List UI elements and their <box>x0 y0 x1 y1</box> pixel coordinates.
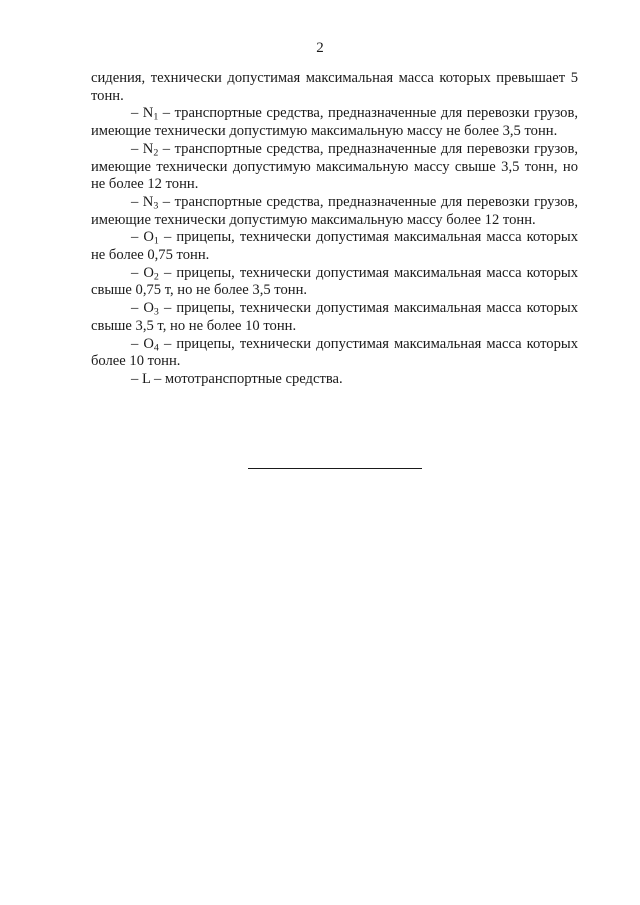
paragraph-text: – прицепы, технически допустимая максимальная масса которых свыше 3,5 т, но не более 10 тонн. <box>91 300 578 334</box>
category-prefix: – O <box>131 335 154 352</box>
paragraph-text: – L – мототранспортные средства. <box>131 370 343 387</box>
body-text <box>91 70 578 389</box>
paragraph-text: – транспортные средства, предназначенные для перевозки грузов, имеющие технически допустимую максимальную массу более 12 тонн. <box>91 193 578 228</box>
paragraph-category-o4 <box>91 336 578 371</box>
paragraph-category-n1 <box>91 105 578 140</box>
category-prefix: – O <box>131 229 154 246</box>
paragraph-text: – прицепы, технически допустимая максимальная масса которых более 10 тонн. <box>91 335 578 370</box>
page-number: 2 <box>316 40 324 56</box>
paragraph-category-n2 <box>91 141 578 194</box>
end-separator-line <box>248 468 422 469</box>
category-subscript: 4 <box>153 342 159 354</box>
paragraph-continuation <box>91 70 578 105</box>
category-prefix: – N <box>131 193 154 210</box>
paragraph-text: – прицепы, технически допустимая максимальная масса которых свыше 0,75 т, но не более 3,5 тонн. <box>91 264 578 299</box>
category-subscript: 3 <box>153 200 159 212</box>
category-subscript: 1 <box>153 235 159 247</box>
paragraph-text: – прицепы, технически допустимая максимальная масса которых не более 0,75 тонн. <box>91 229 578 264</box>
paragraph-category-o3 <box>91 300 578 335</box>
paragraph-category-n3 <box>91 194 578 229</box>
category-prefix: – O <box>131 300 154 317</box>
paragraph-text: сидения, технически допустимая максимальная масса которых превышает 5 тонн. <box>91 70 578 104</box>
category-prefix: – N <box>131 140 154 157</box>
category-prefix: – O <box>131 264 154 281</box>
paragraph-text: – транспортные средства, предназначенные для перевозки грузов, имеющие технически допустимую максимальную массу свыше 3,5 тонн, но не более 12 тонн. <box>91 140 578 193</box>
category-subscript: 2 <box>153 147 159 159</box>
category-subscript: 1 <box>153 111 159 123</box>
paragraph-category-o1 <box>91 229 578 264</box>
category-prefix: – N <box>131 105 154 122</box>
category-subscript: 2 <box>153 271 159 283</box>
paragraph-text: – транспортные средства, предназначенные для перевозки грузов, имеющие технически допустимую максимальную массу не более 3,5 тонн. <box>91 105 578 140</box>
paragraph-category-l <box>91 371 578 389</box>
paragraph-category-o2 <box>91 265 578 300</box>
category-subscript: 3 <box>153 306 159 318</box>
